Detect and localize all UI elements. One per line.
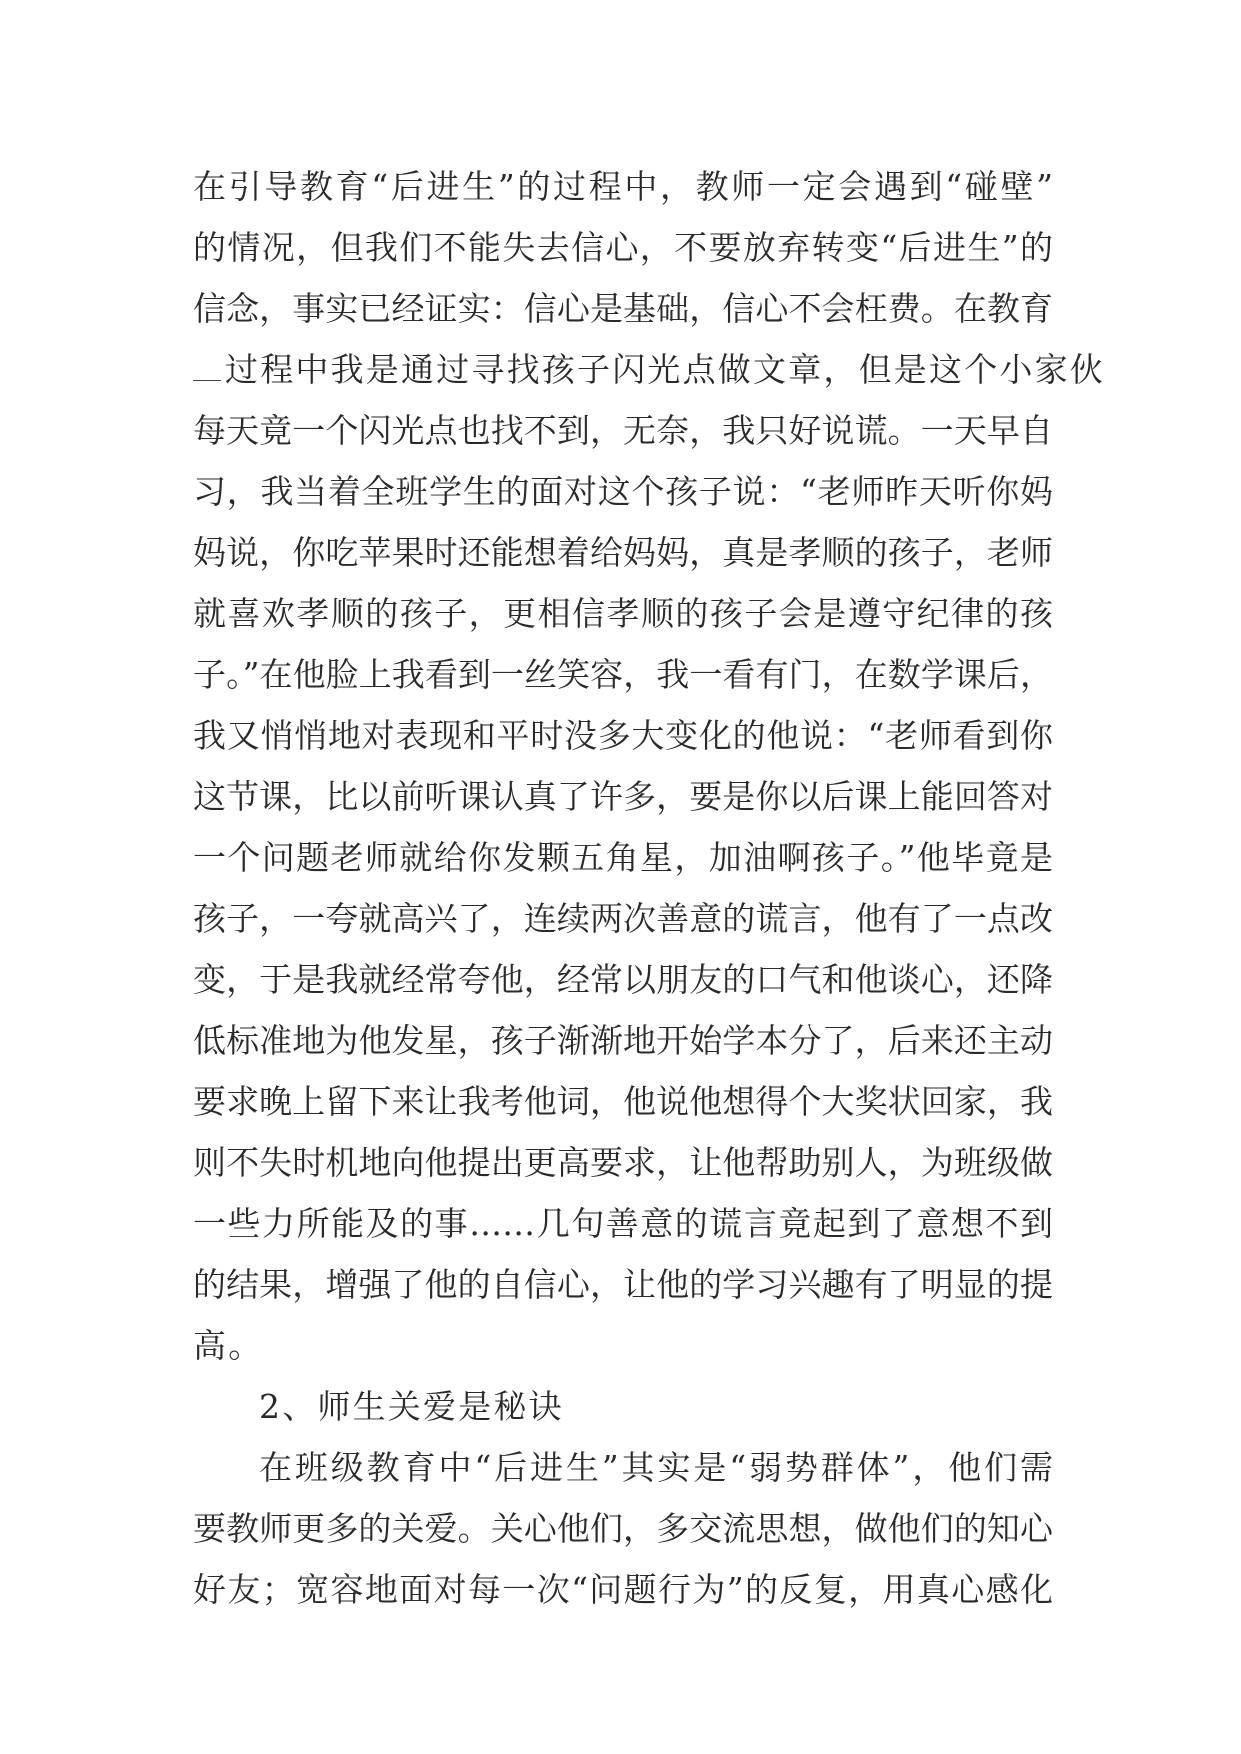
text-line: 在引导教育“后进生”的过程中，教师一定会遇到“碰壁” [193, 167, 1053, 206]
text-line: 要求晚上留下来让我考他词，他说他想得个大奖状回家，我 [193, 1082, 1053, 1121]
text-line: 变，于是我就经常夸他，经常以朋友的口气和他谈心，还降 [193, 960, 1053, 999]
blank-underline [193, 378, 221, 381]
text-line: 孩子，一夸就高兴了，连续两次善意的谎言，他有了一点改 [193, 899, 1053, 938]
text-line: 则不失时机地向他提出更高要求，让他帮助别人，为班级做 [193, 1143, 1053, 1182]
section-heading: 2、师生关爱是秘诀 [259, 1387, 564, 1426]
text-line: 子。”在他脸上我看到一丝笑容，我一看有门，在数学课后， [193, 655, 1053, 694]
text-line: 习，我当着全班学生的面对这个孩子说：“老师昨天听你妈 [193, 472, 1053, 511]
text-line: 好友；宽容地面对每一次“问题行为”的反复，用真心感化 [193, 1570, 1053, 1609]
text-line: 妈说，你吃苹果时还能想着给妈妈，真是孝顺的孩子，老师 [193, 533, 1053, 572]
text-line-with-gap [193, 339, 1105, 400]
text-line: 就喜欢孝顺的孩子，更相信孝顺的孩子会是遵守纪律的孩 [193, 594, 1053, 633]
text-line: 在班级教育中“后进生”其实是“弱势群体”，他们需 [259, 1448, 1053, 1487]
text-line: 过程中我是通过寻找孩子闪光点做文章，但是这个小家伙 [225, 350, 1105, 389]
text-line: 我又悄悄地对表现和平时没多大变化的他说：“老师看到你 [193, 716, 1053, 755]
text-line: 每天竟一个闪光点也找不到，无奈，我只好说谎。一天早自 [193, 411, 1053, 450]
text-line: 要教师更多的关爱。关心他们，多交流思想，做他们的知心 [193, 1509, 1053, 1548]
text-line: 低标准地为他发星，孩子渐渐地开始学本分了，后来还主动 [193, 1021, 1053, 1060]
text-line: 一些力所能及的事……几句善意的谎言竟起到了意想不到 [193, 1204, 1053, 1243]
text-line: 的情况，但我们不能失去信心，不要放弃转变“后进生”的 [193, 228, 1053, 267]
text-line: 这节课，比以前听课认真了许多，要是你以后课上能回答对 [193, 777, 1053, 816]
text-line: 信念，事实已经证实：信心是基础，信心不会枉费。在教育 [193, 289, 1053, 328]
text-line: 一个问题老师就给你发颗五角星，加油啊孩子。”他毕竟是 [193, 838, 1053, 877]
text-line: 的结果，增强了他的自信心，让他的学习兴趣有了明显的提 [193, 1265, 1053, 1304]
body-text [193, 156, 1105, 1620]
text-line: 高。 [193, 1326, 264, 1365]
